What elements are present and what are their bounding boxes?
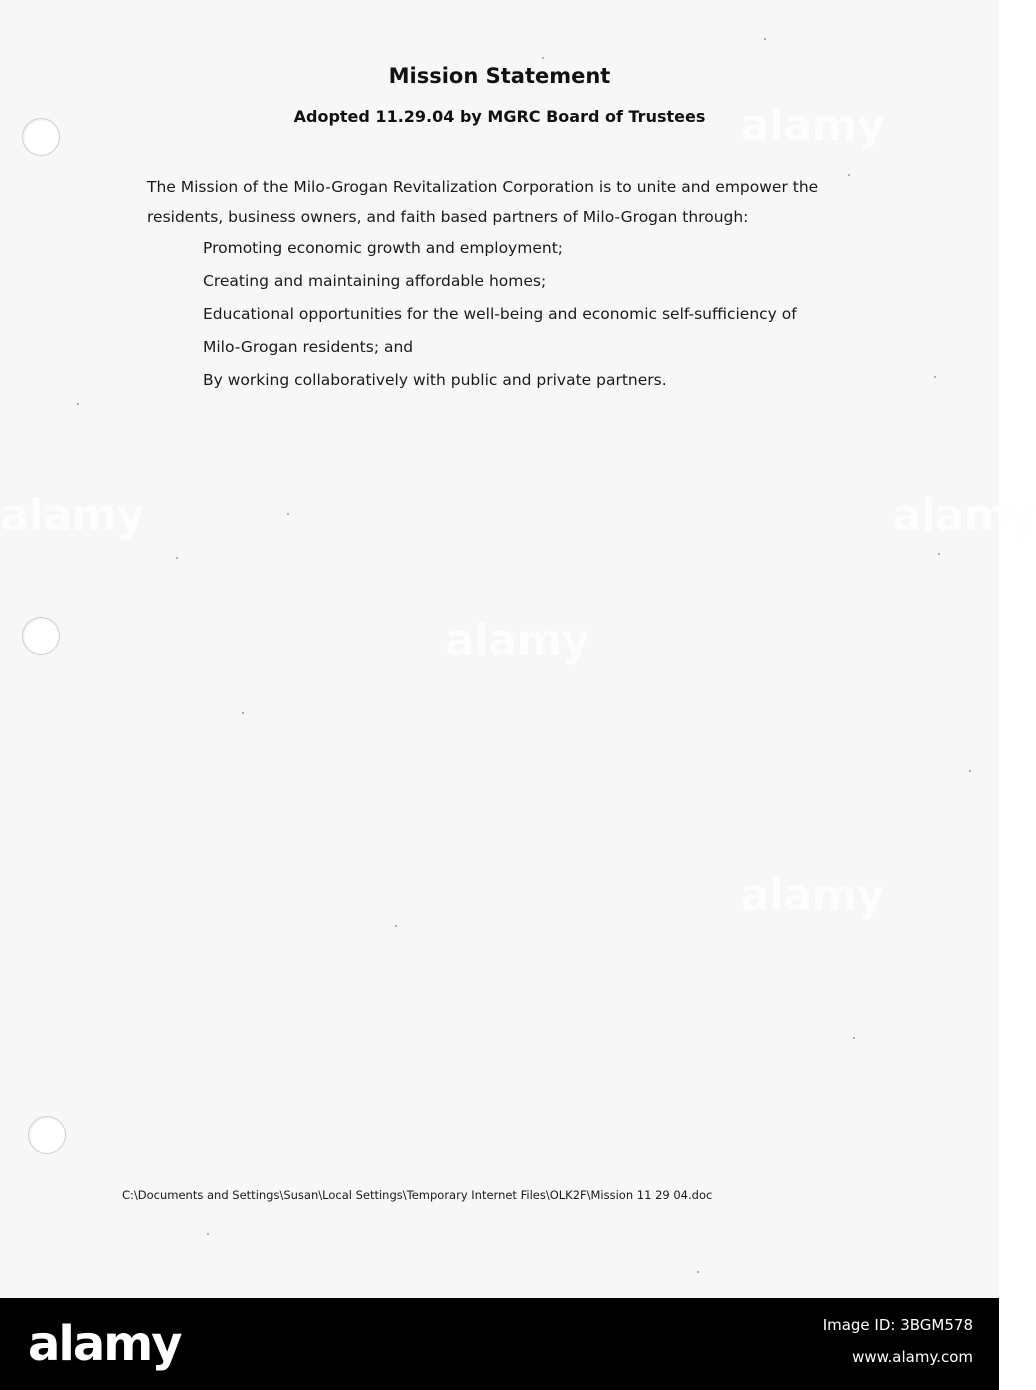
watermark-logo: alamy	[740, 870, 884, 921]
list-item: Milo-Grogan residents; and	[203, 338, 414, 356]
list-item: Promoting economic growth and employment;	[203, 239, 563, 257]
list-item: Educational opportunities for the well-being and economic self-sufficiency of	[203, 305, 797, 323]
intro-line-2: residents, business owners, and faith based partners of Milo-Grogan through:	[147, 208, 749, 226]
intro-line-1: The Mission of the Milo-Grogan Revitalization Corporation is to unite and empower the	[147, 178, 819, 196]
watermark-logo: alamy	[740, 100, 884, 151]
watermark-logo: alamy	[892, 490, 1036, 541]
page-title: Mission Statement	[388, 64, 611, 88]
list-item: By working collaboratively with public and private partners.	[203, 371, 667, 389]
scan-speck	[176, 557, 178, 559]
site-url: www.alamy.com	[852, 1348, 973, 1366]
alamy-logo: alamy	[28, 1316, 181, 1372]
watermark-logo: alamy	[445, 615, 589, 666]
image-id: Image ID: 3BGM578	[822, 1316, 973, 1334]
stock-image-bar	[0, 1298, 999, 1390]
watermark-logo: alamy	[0, 490, 144, 541]
scan-speck	[969, 770, 971, 772]
mission-list	[147, 232, 867, 397]
scan-speck	[395, 925, 397, 927]
scan-speck	[542, 57, 544, 59]
file-path-footer: C:\Documents and Settings\Susan\Local Settings\Temporary Internet Files\OLK2F\Mission 11 29 04.doc	[122, 1188, 713, 1202]
list-item: Creating and maintaining affordable homes;	[203, 272, 547, 290]
scan-speck	[764, 38, 766, 40]
scan-speck	[938, 553, 940, 555]
scan-speck	[848, 174, 850, 176]
scan-speck	[207, 1233, 209, 1235]
scan-speck	[853, 1037, 855, 1039]
scan-speck	[242, 712, 244, 714]
scan-speck	[287, 513, 289, 515]
scan-speck	[697, 1271, 699, 1273]
punch-hole-bottom	[28, 1116, 66, 1154]
page-subtitle: Adopted 11.29.04 by MGRC Board of Trustees	[293, 107, 706, 126]
scan-speck	[934, 376, 936, 378]
scan-speck	[77, 403, 79, 405]
punch-hole-middle	[22, 617, 60, 655]
mission-body	[147, 172, 867, 397]
